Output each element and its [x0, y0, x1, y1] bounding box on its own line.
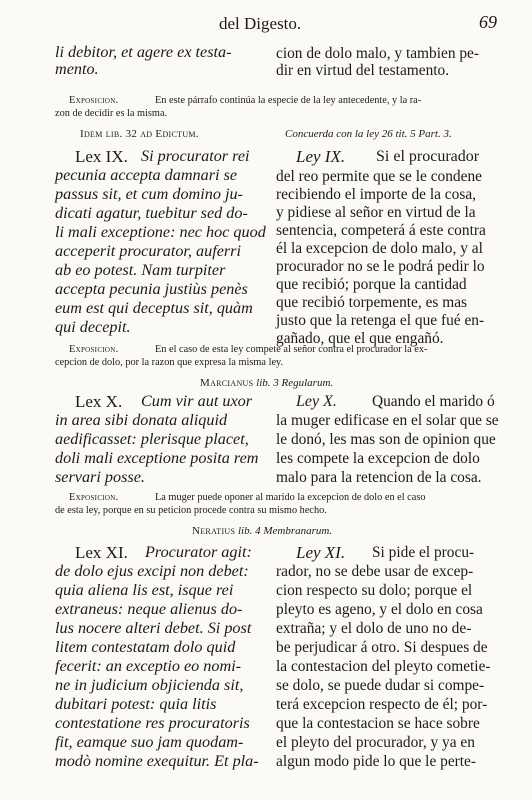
source-neratius: Neratius lib. 4 Membranarum. [192, 525, 333, 537]
page-number: 69 [479, 12, 497, 32]
source-left: Idem lib. 32 ad Edictum. [80, 128, 199, 140]
source-marcianus: Marcianus lib. 3 Regularum. [200, 377, 334, 389]
concordance-note: Concuerda con la ley 26 tit. 5 Part. 3. [285, 128, 452, 140]
document-page: del Digesto. 69 li debitor, et agere ex testa- mento. cion de dolo malo, y tambien pe- dir en virtud del testamento. Exposicion. En este párrafo continúa la especie de la ley antecedente, y la ra- zon de decidir es la misma. Idem lib. 32 ad Edictum. Concuerda con la ley 26 tit. 5 Part. 3. Lex IX. Si procurator rei pecunia accepta damnari se passus sit, et cum domino ju- dicati agatur, tuebitur sed do- li mali exceptione: nec hoc quod acceperit procurator, auferri ab eo potest. Nam turpiter accepta pecunia justiùs penès eum est qui deceptus sit, quàm qui decepit. Ley IX. Si el procurador del reo permite que se le condene recibiendo el importe de la cosa, y pidiese al señor en virtud de la sentencia, competerá á este contra él la excepcion de dolo malo, y al procurador no se le podrá pedir lo que recibió; porque la cantidad que recibió torpemente, es mas justo que la retenga el que fué en- gañado, que el que engañó. Exposicion. En el caso de esta ley compete al señor contra el procurador la ex- cepcion de dolo, por la razon que expresa la misma ley. Marcianus lib. 3 Regularum. Lex X. Cum vir aut uxor in area sibi donata aliquid aedificasset: plerisque placet, doli mali exceptione posita rem servari posse. Ley X. Quando el marido ó la muger edificase en el solar que se le donó, les mas son de opinion que les compete la excepcion de dolo malo para la retencion de la cosa. Exposicion. La muger puede oponer al marido la excepcion de dolo en el caso de esta ley, porque en su peticion procede contra su mismo hecho. Neratius lib. 4 Membranarum. Lex XI. Procurator agit: de dolo ejus excipi non debet: quia aliena lis est, isque rei extraneus: neque alienus do- lus nocere alteri debet. Si post litem contestatam dolo quid fecerit: an exceptio eo nomi- ne in judicium objicienda sit, dubitari potest: quia litis contestatione res procuratoris fit, eamque suo jam quodam- modò nomine exequitur. Et pla- Ley XI. Si pide el procu- rador, no se debe usar de excep- cion respecto su dolo; porque el pleyto es ageno, y el dolo en cosa extraña; y el dolo de uno no de- be perjudicar á otro. Si despues de la contestacion del pleyto cometie- se dolo, se puede dudar si compe- terá excepcion respecto de él; por- que la contestacion se hace sobre el pleyto del procurador, y ya en algun modo pide lo que le perte- [55, 12, 499, 770]
running-title: del Digesto. [219, 14, 302, 33]
